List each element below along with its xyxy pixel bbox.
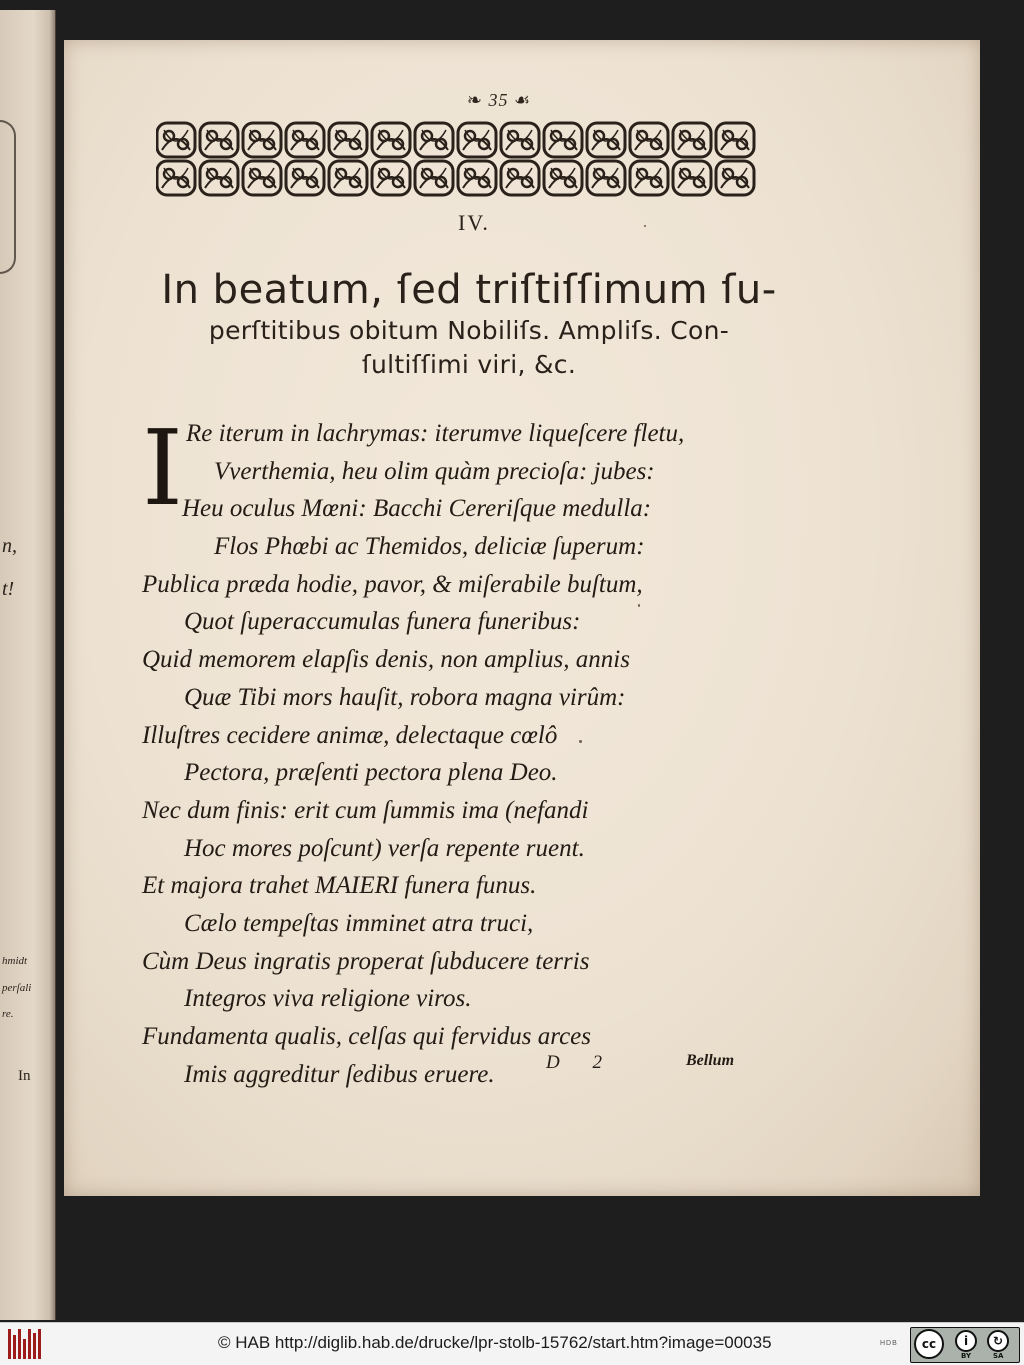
left-page-fragment: n, [2, 535, 17, 557]
ink-speck [579, 740, 582, 743]
signature-mark: D 2 [546, 1052, 616, 1073]
verse-line: Imis aggreditur ſedibus eruere. [184, 1060, 495, 1088]
poem-title [144, 266, 794, 382]
verse-line: Publica præda hodie, pavor, & miſerabile buſtum, [142, 570, 643, 598]
verse-line: Cùm Deus ingratis properat ſubducere terris [142, 947, 590, 975]
ornament-left-icon: ❧ [466, 90, 483, 110]
poem-verse [142, 407, 782, 1093]
ink-speck [644, 225, 646, 227]
verse-line: Cælo tempeſtas imminet atra truci, [184, 909, 534, 937]
page-number-value: 35 [488, 90, 509, 110]
title-line: ſultiſſimi viri, &c. [361, 350, 577, 379]
verse-line: Heu oculus Mœni: Bacchi Cereriſque medulla: [182, 495, 652, 523]
share-alike-icon: ↻ [987, 1330, 1009, 1352]
verse-line: Fundamenta qualis, celſas qui fervidus arces [142, 1023, 592, 1050]
verse-line: Flos Phœbi ac Themidos, deliciæ ſuperum: [214, 533, 645, 561]
citation-bar [0, 1322, 1024, 1365]
verse-line: Quot ſuperaccumulas funera funeribus: [184, 608, 581, 636]
left-page-fragment: perſali [2, 982, 32, 994]
cc-license-badge[interactable] [910, 1327, 1020, 1363]
hdb-label: HDB [880, 1340, 898, 1347]
left-page-fragment: In [18, 1068, 31, 1084]
verse-line: Vverthemia, heu olim quàm precioſa: jubes: [214, 457, 655, 485]
citation-link[interactable]: © HAB http://diglib.hab.de/drucke/lpr-stolb-15762/start.htm?image=00035 [218, 1333, 772, 1352]
catchword: Bellum [686, 1052, 735, 1069]
section-numeral: IV. [458, 210, 490, 235]
verse-line: Pectora, præſenti pectora plena Deo. [184, 759, 558, 787]
title-line: perſtitibus obitum Nobiliſs. Ampliſs. Con- [208, 316, 730, 345]
book-page [64, 40, 980, 1196]
creative-commons-icon: cc [914, 1329, 944, 1359]
left-facing-page [0, 10, 56, 1320]
verse-line: Integros viva religione viros. [184, 985, 472, 1013]
attribution-icon: i [955, 1330, 977, 1352]
title-line: In beatum, ſed triſtiſſimum ſu- [161, 267, 777, 313]
left-page-fragment: t! [2, 578, 15, 600]
verse-line: Nec dum finis: erit cum ſummis ima (nefandi [142, 796, 589, 824]
page-number [444, 90, 554, 111]
by-label: BY [961, 1352, 972, 1360]
drop-cap: I [142, 407, 184, 529]
left-page-fragment: re. [2, 1008, 14, 1020]
verse-line: Illuſtres cecidere animæ, delectaque cœlô [142, 721, 558, 749]
decorative-headpiece-icon [156, 120, 762, 198]
verse-line: Quid memorem elapſis denis, non amplius, annis [142, 646, 630, 674]
hab-logo-icon [8, 1329, 42, 1359]
verse-line: Hoc mores poſcunt) verſa repente ruent. [184, 834, 585, 862]
ink-speck [638, 604, 640, 607]
left-page-fragment: hmidt [2, 955, 28, 967]
ornament-right-icon: ☙ [513, 90, 532, 110]
left-page-ornament [0, 120, 16, 274]
sa-label: SA [993, 1352, 1004, 1360]
verse-line: Et majora trahet MAIERI funera funus. [142, 872, 537, 900]
verse-line: Re iterum in lachrymas: iterumve liqueſcere fletu, [186, 420, 685, 447]
verse-line: Quæ Tibi mors hauſit, robora magna virûm: [184, 683, 626, 711]
